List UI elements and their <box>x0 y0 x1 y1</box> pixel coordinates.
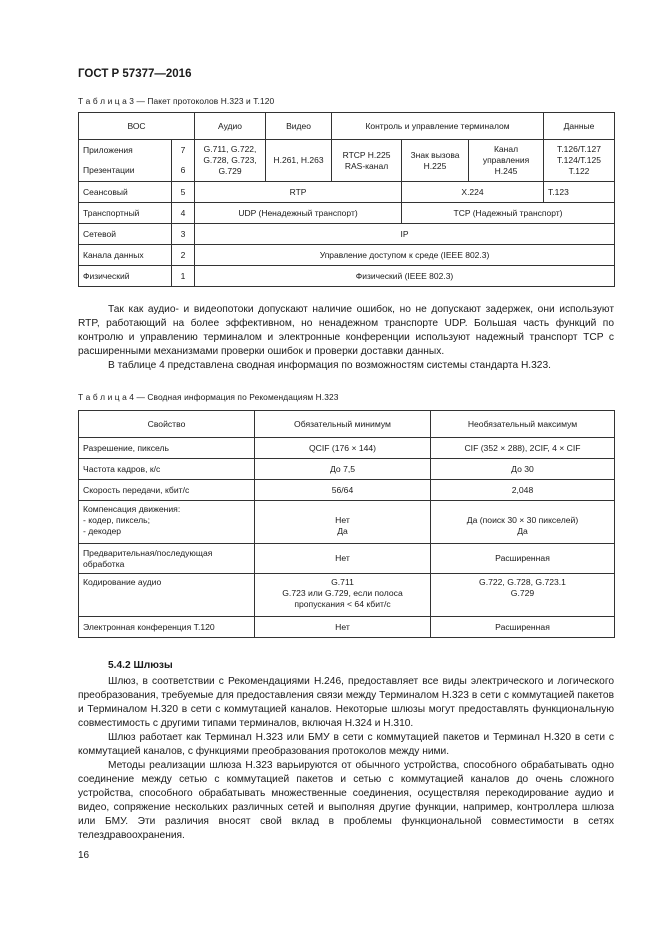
cell-property: Скорость передачи, кбит/с <box>79 480 255 501</box>
cell-rtp: RTP <box>195 182 402 203</box>
cell-audio-codecs: G.711, G.722, G.728, G.723, G.729 <box>195 140 266 182</box>
layer-number: 6 <box>172 161 195 182</box>
layer-number: 4 <box>172 203 195 224</box>
cell-t123: T.123 <box>544 182 615 203</box>
cell-line: G.723 или G.729, если полоса пропускания < 64 кбит/с <box>282 588 403 609</box>
cell-data-protocols: Т.126/Т.127 Т.124/Т.125 Т.122 <box>544 140 615 182</box>
table-row <box>79 617 615 638</box>
layer-number: 2 <box>172 245 195 266</box>
cell-line: - кодер, пиксель; <box>83 515 151 525</box>
cell-x224: X.224 <box>402 182 544 203</box>
col-header-property: Свойство <box>79 411 255 438</box>
col-header-data: Данные <box>544 113 615 140</box>
cell-property: Кодирование аудио <box>79 574 255 617</box>
layer-name: Приложения <box>79 140 172 161</box>
paragraph: Так как аудио- и видеопотоки допускают наличие ошибок, но не допускают задержек, они используют RTP, работающий на более эффективном, но ненадежном транспорте UDP. Большая часть функций по контролю и управлению терминалом и электронные конференции используют надежный транспорт TCP с расширенными механизмами проверки ошибок и проверки доставки данных. <box>78 304 614 357</box>
cell-min <box>255 501 431 544</box>
cell-min: Нет <box>255 544 431 574</box>
cell-property: Частота кадров, к/с <box>79 459 255 480</box>
cell-min: До 7,5 <box>255 459 431 480</box>
cell-property: Разрешение, пиксель <box>79 438 255 459</box>
cell-property: Электронная конференция Т.120 <box>79 617 255 638</box>
cell-max: Расширенная <box>431 544 615 574</box>
cell-min: QCIF (176 × 144) <box>255 438 431 459</box>
cell-min: Нет <box>255 617 431 638</box>
col-header-control: Контроль и управление терминалом <box>332 113 544 140</box>
document-header: ГОСТ Р 57377—2016 <box>78 68 192 80</box>
paragraph-block-1 <box>78 303 614 373</box>
layer-name: Канала данных <box>79 245 172 266</box>
cell-line: Да <box>337 526 348 536</box>
cell-max <box>431 501 615 544</box>
col-header-max: Необязательный максимум <box>431 411 615 438</box>
cell-phy: Физический (IEEE 802.3) <box>195 266 615 287</box>
table-row <box>79 501 615 544</box>
paragraph-block-2 <box>78 675 614 843</box>
table-row <box>79 574 615 617</box>
paragraph: Шлюз, в соответствии с Рекомендациями H.246, предоставляет все виды электрического и логического преобразования, требуемые для предоставления связи между Терминалом H.323 в сети с коммутацией пакетов и Терминалом H.320 в сети с коммутацией каналов. Некоторые шлюзы могут предоставлять функциональную совместимость с другими типами терминалов, включая H.324 и H.310. <box>78 676 614 729</box>
layer-name: Сеансовый <box>79 182 172 203</box>
cell-call-signal: Знак вызова H.225 <box>402 140 469 182</box>
cell-line: G.722, G.728, G.723.1 <box>479 577 566 587</box>
cell-max: До 30 <box>431 459 615 480</box>
cell-line: G.711 <box>331 577 354 587</box>
layer-number: 7 <box>172 140 195 161</box>
table-row <box>79 459 615 480</box>
col-header-video: Видео <box>266 113 332 140</box>
cell-min <box>255 574 431 617</box>
layer-name: Транспортный <box>79 203 172 224</box>
table3 <box>78 112 615 287</box>
paragraph: В таблице 4 представлена сводная информация по возможностям системы стандарта H.323. <box>108 360 551 371</box>
cell-max: Расширенная <box>431 617 615 638</box>
cell-max: 2,048 <box>431 480 615 501</box>
col-header-min: Обязательный минимум <box>255 411 431 438</box>
layer-number: 3 <box>172 224 195 245</box>
cell-mac: Управление доступом к среде (IEEE 802.3) <box>195 245 615 266</box>
section-title: 5.4.2 Шлюзы <box>108 660 173 671</box>
paragraph: Шлюз работает как Терминал H.323 или БМУ в сети с коммутацией пакетов и Терминал H.320 в сети с коммутацией каналов, с функциями преобразования протоколов между ними. <box>78 732 614 757</box>
cell-line: Компенсация движения: <box>83 504 181 514</box>
layer-name: Презентации <box>79 161 172 182</box>
paragraph: Методы реализации шлюза H.323 варьируются от обычного устройства, способного обрабатывать одно соединение между сетью с коммутацией пакетов и сетью с коммутацией каналов до очень сложного устройства, способного обрабатывать множественные соединения, осуществляя перекодирование аудио и видео, сопряжение нескольких различных сетей и выполняя другие функции, например, контроллера шлюза или БМУ. Эти различия вносят свой вклад в проблемы функциональной совместимости в сетях телездравоохранения. <box>78 760 614 841</box>
table-row <box>79 438 615 459</box>
col-header-audio: Аудио <box>195 113 266 140</box>
layer-name: Сетевой <box>79 224 172 245</box>
cell-max: CIF (352 × 288), 2CIF, 4 × CIF <box>431 438 615 459</box>
cell-property: Предварительная/последующая обработка <box>79 544 255 574</box>
cell-line: Нет <box>335 515 350 525</box>
cell-tcp: TCP (Надежный транспорт) <box>402 203 615 224</box>
cell-line: Да <box>517 526 528 536</box>
table-row <box>79 480 615 501</box>
cell-ip: IP <box>195 224 615 245</box>
cell-video-codecs: H.261, H.263 <box>266 140 332 182</box>
cell-max <box>431 574 615 617</box>
cell-property <box>79 501 255 544</box>
cell-udp: UDP (Ненадежный транспорт) <box>195 203 402 224</box>
cell-rtcp: RTCP H.225 RAS-канал <box>332 140 402 182</box>
table4 <box>78 410 615 638</box>
page-number: 16 <box>78 850 90 861</box>
layer-number: 1 <box>172 266 195 287</box>
layer-name: Физический <box>79 266 172 287</box>
table-row <box>79 544 615 574</box>
cell-control-channel: Канал управления H.245 <box>469 140 544 182</box>
layer-number: 5 <box>172 182 195 203</box>
table3-caption: Т а б л и ц а 3 — Пакет протоколов H.323 и Т.120 <box>78 96 275 106</box>
cell-line: Да (поиск 30 × 30 пикселей) <box>466 515 579 525</box>
col-header-osi: ВОС <box>79 113 195 140</box>
table4-caption: Т а б л и ц а 4 — Сводная информация по Рекомендациям H.323 <box>78 392 339 402</box>
cell-line: - декодер <box>83 526 122 536</box>
cell-line: G.729 <box>510 588 535 598</box>
cell-min: 56/64 <box>255 480 431 501</box>
